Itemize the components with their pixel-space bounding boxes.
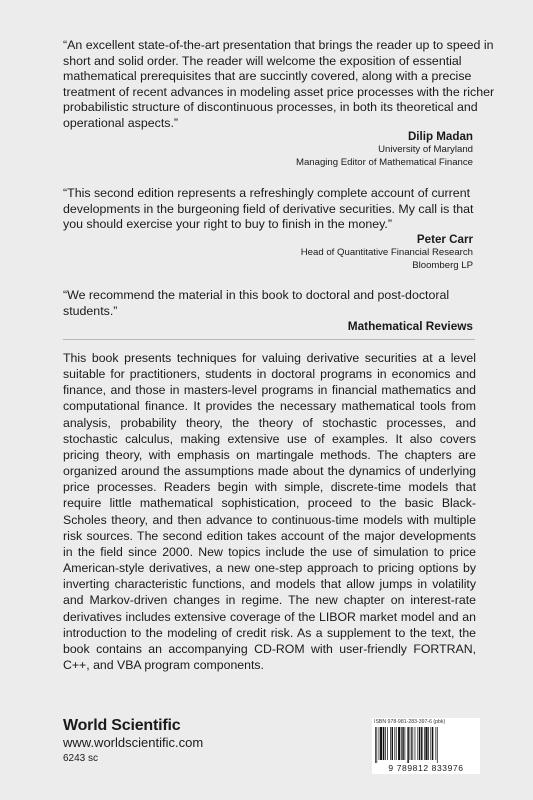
isbn-label: ISBN 978-981-283-397-6 (pbk) — [374, 719, 446, 725]
endorser-name: Mathematical Reviews — [347, 319, 473, 333]
endorser-affiliation: Bloomberg LP — [412, 259, 473, 271]
endorser-name: Dilip Madan — [407, 130, 473, 143]
book-description: This book presents techniques for valuing derivative securities at a level suitable for practitioners, students in doctoral programs in economics and finance, and those in masters-level programs in financial mathematics and computational finance. It provides the necessary mathematical tools from analysis, probability theory, the theory of stochastic processes, and stochastic calculus, making extensive use of examples. It also covers pricing theory, with emphasis on martingale methods. The chapters are organized around the assumptions made about the dynamics of underlying price processes. Readers begin with simple, discrete-time models that require little mathematical sophistication, proceed to the basic Black-Scholes theory, and then advance to continuous-time models with multiple risk sources. The second edition takes account of the major developments in the field since 2000. New topics include the use of simulation to price American-style derivatives, a new one-step approach to pricing options by inverting characteristic functions, and models that allow jumps in volatility and Markov-driven changes in regime. The new chapter on interest-rate derivatives includes extensive coverage of the LIBOR market model and an introduction to the modeling of credit risk. As a supplement to the text, the book contains an accompanying CD-ROM with user-friendly FORTRAN, C++, and VBA program components. — [63, 351, 476, 672]
publisher-name: World Scientific — [63, 717, 181, 734]
barcode-bars — [375, 727, 477, 763]
endorser-role: Managing Editor of Mathematical Finance — [295, 156, 473, 168]
publisher-block — [63, 716, 203, 766]
endorser-name: Peter Carr — [416, 233, 473, 246]
endorsement-attribution-madan — [296, 129, 473, 169]
endorser-role: Head of Quantitative Financial Research — [300, 247, 473, 258]
endorsement-quote-reviews: “We recommend the material in this book to doctoral and post-doctoral students.” — [63, 288, 450, 318]
endorser-affiliation: University of Maryland — [378, 144, 473, 155]
endorsement-quote-carr: “This second edition represents a refreshingly complete account of current developments in the burgeoning field of derivative securities. My call is that you should exercise your right to buy to finish in the money.” — [63, 186, 474, 232]
endorsement-quote-madan: “An excellent state-of-the-art presentation that brings the reader up to speed in short and solid order. The reader will welcome the exposition of essential mathematical prerequisites that are succintly covered, along with a precise treatment of recent advances in modeling asset price processes with the richer probabilistic structure of discontinuous processes, in both its theoretical and operational aspects.” — [63, 38, 495, 130]
endorsement-attribution-carr — [301, 232, 473, 272]
isbn-barcode — [372, 718, 480, 774]
section-divider — [63, 339, 475, 340]
barcode-digits: 9 789812 833976 — [388, 763, 464, 773]
catalog-code: 6243 sc — [63, 753, 99, 764]
publisher-url: www.worldscientific.com — [63, 735, 204, 750]
